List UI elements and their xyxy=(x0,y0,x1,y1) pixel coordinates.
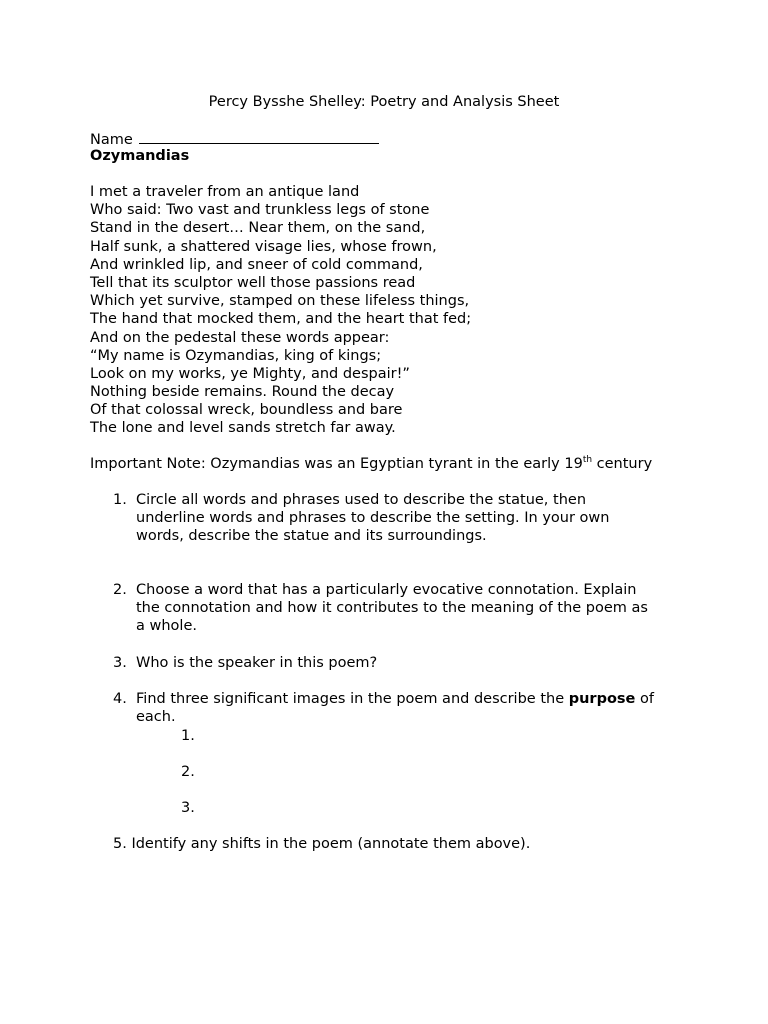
page-title: Percy Bysshe Shelley: Poetry and Analysis Sheet xyxy=(208,94,560,110)
poem-line: Half sunk, a shattered visage lies, whose frown, xyxy=(90,238,437,255)
poem-line: Nothing beside remains. Round the decay xyxy=(90,384,395,401)
question-text: 5. Identify any shifts in the poem (annotate them above). xyxy=(113,836,531,852)
emphasis-purpose: purpose xyxy=(568,691,636,707)
sub-item-2: 2. xyxy=(181,764,195,780)
poem-line: And wrinkled lip, and sneer of cold command, xyxy=(90,256,423,273)
question-text: underline words and phrases to describe the setting. In your own xyxy=(136,510,610,527)
note-superscript: th xyxy=(582,455,593,465)
poem-line: I met a traveler from an antique land xyxy=(90,184,360,200)
poem-line: The hand that mocked them, and the heart that fed; xyxy=(90,311,472,328)
question-number: 2. xyxy=(113,582,127,598)
question-text: Circle all words and phrases used to describe the statue, then xyxy=(136,492,587,508)
question-text: the connotation and how it contributes to the meaning of the poem as xyxy=(136,600,648,617)
important-note xyxy=(90,455,652,473)
sub-item-1: 1. xyxy=(181,728,195,744)
poem-line: Of that colossal wreck, boundless and bare xyxy=(90,402,403,419)
question-text: Who is the speaker in this poem? xyxy=(136,655,378,671)
question-number: 4. xyxy=(113,691,127,707)
name-field xyxy=(90,129,379,165)
question-text: each. xyxy=(136,709,176,726)
poem-title: Ozymandias xyxy=(90,148,190,165)
question-number: 3. xyxy=(113,655,127,671)
question-number: 1. xyxy=(113,492,127,508)
note-suffix: century xyxy=(592,456,653,472)
question-text: of xyxy=(635,691,654,707)
poem-line: Who said: Two vast and trunkless legs of stone xyxy=(90,202,430,219)
poem-line: Stand in the desert… Near them, on the sand, xyxy=(90,220,426,237)
poem-text xyxy=(90,183,471,438)
question-text: Find three significant images in the poem and describe the xyxy=(136,691,569,707)
poem-line: “My name is Ozymandias, king of kings; xyxy=(90,347,382,364)
poem-line: Which yet survive, stamped on these lifeless things, xyxy=(90,293,470,310)
question-text: a whole. xyxy=(136,618,197,635)
question-text: Choose a word that has a particularly evocative connotation. Explain xyxy=(136,582,637,598)
poem-line: Look on my works, ye Mighty, and despair!” xyxy=(90,365,410,382)
poem-line: The lone and level sands stretch far away. xyxy=(90,420,396,437)
poem-line: And on the pedestal these words appear: xyxy=(90,329,390,346)
question-text: words, describe the statue and its surroundings. xyxy=(136,528,487,545)
note-text: Important Note: Ozymandias was an Egyptian tyrant in the early 19 xyxy=(90,456,583,472)
poem-line: Tell that its sculptor well those passions read xyxy=(90,274,416,291)
name-blank-line[interactable] xyxy=(139,129,379,144)
sub-item-3: 3. xyxy=(181,800,195,816)
name-label: Name xyxy=(90,132,133,148)
